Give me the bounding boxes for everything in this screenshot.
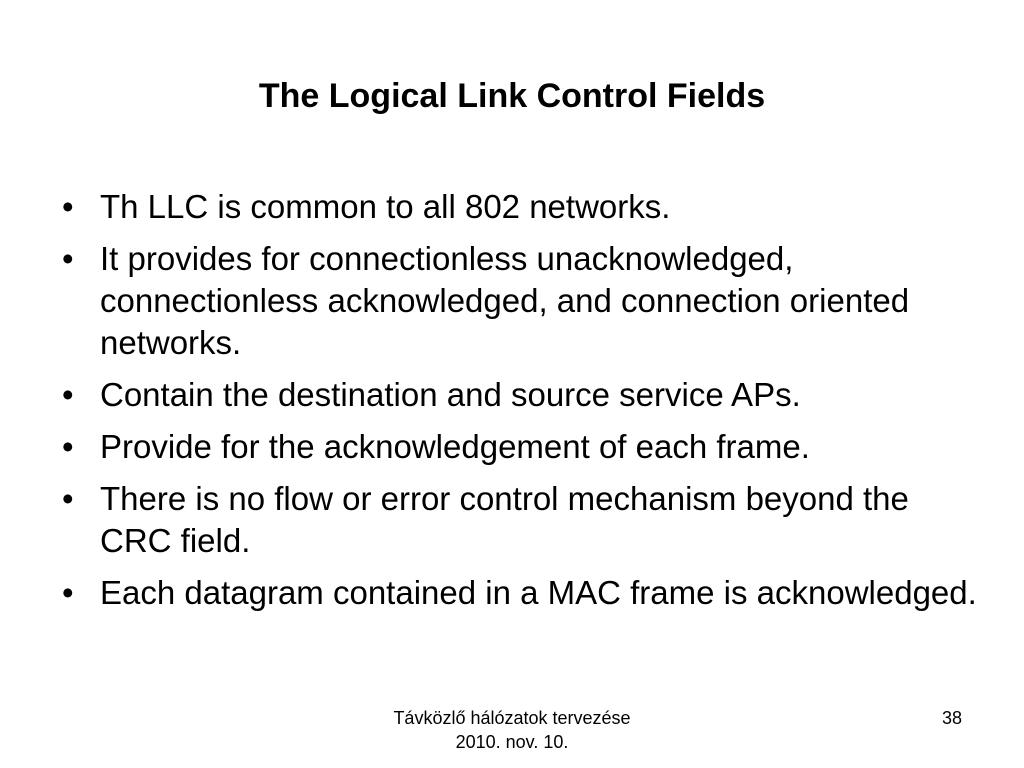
bullet-icon: • [62,188,74,225]
bullet-icon: • [62,240,74,277]
bullet-text: Th LLC is common to all 802 networks. [100,188,671,225]
bullet-item [56,374,986,416]
bullet-item [56,186,986,228]
bullet-list [56,186,986,624]
footer-date: 2010. nov. 10. [455,732,569,752]
footer-course-title: Távközlő hálózatok tervezése [393,708,631,728]
bullet-text: Contain the destination and source service APs. [100,376,801,413]
footer [362,706,662,754]
bullet-text: It provides for connectionless unacknowledged, connectionless acknowledged, and connection oriented networks. [100,240,910,361]
bullet-text: Each datagram contained in a MAC frame is acknowledged. [100,574,977,611]
slide-number: 38 [941,708,962,728]
bullet-icon: • [62,428,74,465]
bullet-text: Provide for the acknowledgement of each frame. [100,428,810,465]
bullet-item [56,238,986,364]
slide-title: The Logical Link Control Fields [258,77,766,115]
bullet-item [56,572,986,614]
bullet-icon: • [62,480,74,517]
bullet-item [56,478,986,562]
bullet-item [56,426,986,468]
bullet-text: There is no flow or error control mechanism beyond the CRC field. [100,480,909,559]
bullet-icon: • [62,574,74,611]
bullet-icon: • [62,376,74,413]
